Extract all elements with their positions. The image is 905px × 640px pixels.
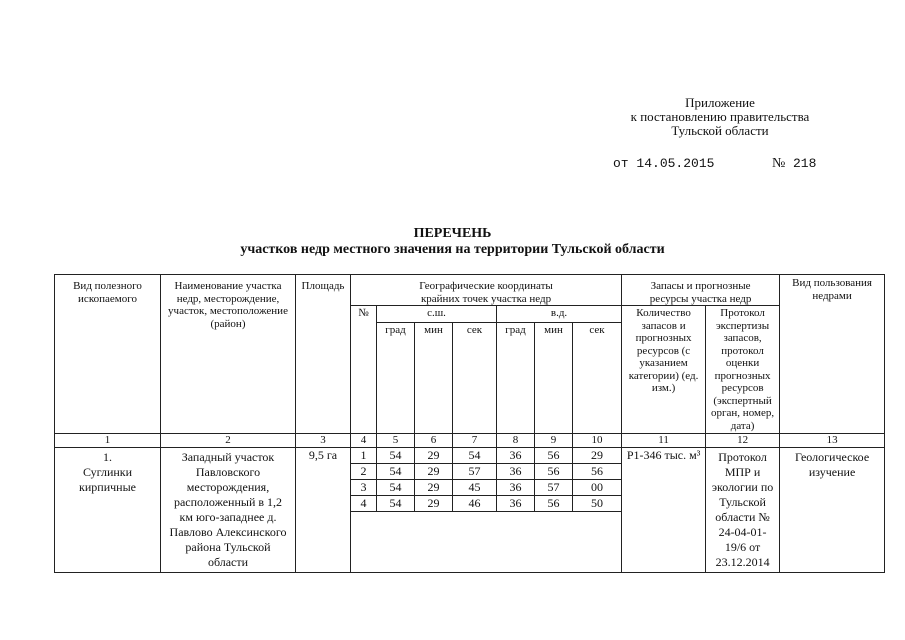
cell-lat-min: 29 bbox=[415, 448, 453, 464]
header-area: Площадь bbox=[296, 275, 351, 434]
appendix-region: Тульской области bbox=[671, 123, 769, 138]
title-sub: участков недр местного значения на территории Тульской области bbox=[240, 242, 665, 257]
subsoil-table bbox=[54, 274, 885, 573]
header-lon-deg: град bbox=[497, 323, 535, 434]
header-mineral: Вид полезного ископаемого bbox=[55, 275, 161, 434]
header-quantity: Количество запасов и прогнозных ресурсов (с указанием категории) (ед. изм.) bbox=[622, 306, 706, 434]
cell-lon-sec: 50 bbox=[573, 496, 622, 512]
cell-lon-sec: 29 bbox=[573, 448, 622, 464]
header-reserves: Запасы и прогнозные ресурсы участка недр bbox=[622, 275, 780, 306]
header-point-no: № bbox=[351, 306, 377, 434]
cell-lat-deg: 54 bbox=[377, 464, 415, 480]
cell-point-no: 2 bbox=[351, 464, 377, 480]
header-lat-sec: сек bbox=[453, 323, 497, 434]
cell-lon-sec: 00 bbox=[573, 480, 622, 496]
column-number: 3 bbox=[296, 434, 351, 448]
column-number: 1 bbox=[55, 434, 161, 448]
cell-point-no: 1 bbox=[351, 448, 377, 464]
cell-point-no: 4 bbox=[351, 496, 377, 512]
header-lon-min: мин bbox=[535, 323, 573, 434]
column-number-row bbox=[55, 434, 885, 448]
cell-protocol: Протокол МПР и экологии по Тульской области № 24-04-01-19/6 от 23.12.2014 bbox=[706, 448, 780, 573]
column-number: 12 bbox=[706, 434, 780, 448]
column-number: 11 bbox=[622, 434, 706, 448]
cell-lat-sec: 46 bbox=[453, 496, 497, 512]
header-lon-sec: сек bbox=[573, 323, 622, 434]
cell-lon-deg: 36 bbox=[497, 480, 535, 496]
cell-lon-min: 56 bbox=[535, 496, 573, 512]
column-number: 4 bbox=[351, 434, 377, 448]
header-protocol: Протокол экспертизы запасов, протокол оценки прогнозных ресурсов (экспертный орган, номер, дата) bbox=[706, 306, 780, 434]
cell-lat-sec: 54 bbox=[453, 448, 497, 464]
header-latitude: с.ш. bbox=[377, 306, 497, 323]
cell-lat-sec: 45 bbox=[453, 480, 497, 496]
cell-point-no: 3 bbox=[351, 480, 377, 496]
cell-lon-deg: 36 bbox=[497, 464, 535, 480]
cell-lat-deg: 54 bbox=[377, 448, 415, 464]
cell-lat-sec: 57 bbox=[453, 464, 497, 480]
cell-lon-min: 56 bbox=[535, 448, 573, 464]
cell-mineral: 1. Суглинки кирпичные bbox=[55, 448, 161, 573]
header-longitude: в.д. bbox=[497, 306, 622, 323]
cell-lat-min: 29 bbox=[415, 464, 453, 480]
cell-usage: Геологическое изучение bbox=[780, 448, 885, 573]
header-lat-min: мин bbox=[415, 323, 453, 434]
cell-quantity bbox=[622, 448, 706, 573]
column-number: 10 bbox=[573, 434, 622, 448]
document-title bbox=[0, 226, 905, 258]
coordinates-empty-area bbox=[351, 512, 622, 573]
header-lat-deg: град bbox=[377, 323, 415, 434]
column-number: 5 bbox=[377, 434, 415, 448]
quantity-value: Р1-346 тыс. м³ bbox=[626, 448, 701, 462]
cell-site: Западный участок Павловского месторождения, расположенный в 1,2 км юго-западнее д. Павлово Алексинского района Тульской области bbox=[161, 448, 296, 573]
header-site: Наименование участка недр, месторождение, участок, местоположение (район) bbox=[161, 275, 296, 434]
title-main: ПЕРЕЧЕНЬ bbox=[413, 226, 492, 241]
column-number: 7 bbox=[453, 434, 497, 448]
table-row bbox=[55, 448, 885, 464]
cell-area: 9,5 га bbox=[296, 448, 351, 573]
appendix-title: Приложение bbox=[685, 95, 755, 110]
cell-lon-sec: 56 bbox=[573, 464, 622, 480]
cell-lat-min: 29 bbox=[415, 496, 453, 512]
column-number: 6 bbox=[415, 434, 453, 448]
cell-lat-deg: 54 bbox=[377, 480, 415, 496]
decree-number: 218 bbox=[793, 156, 817, 171]
column-number: 13 bbox=[780, 434, 885, 448]
header-coordinates: Географические координаты крайних точек участка недр bbox=[351, 275, 622, 306]
cell-lat-deg: 54 bbox=[377, 496, 415, 512]
decree-date: 14.05.2015 bbox=[636, 156, 715, 171]
cell-lat-min: 29 bbox=[415, 480, 453, 496]
column-number: 9 bbox=[535, 434, 573, 448]
column-number: 8 bbox=[497, 434, 535, 448]
decree-date-line bbox=[613, 156, 817, 171]
column-number: 2 bbox=[161, 434, 296, 448]
cell-lon-min: 57 bbox=[535, 480, 573, 496]
appendix-decree: к постановлению правительства bbox=[630, 109, 810, 124]
header-usage: Вид пользования недрами bbox=[780, 275, 885, 434]
date-prefix: от bbox=[613, 156, 629, 171]
number-sign: № bbox=[772, 156, 786, 171]
cell-lon-deg: 36 bbox=[497, 448, 535, 464]
cell-lon-deg: 36 bbox=[497, 496, 535, 512]
cell-lon-min: 56 bbox=[535, 464, 573, 480]
appendix-block bbox=[580, 96, 860, 138]
